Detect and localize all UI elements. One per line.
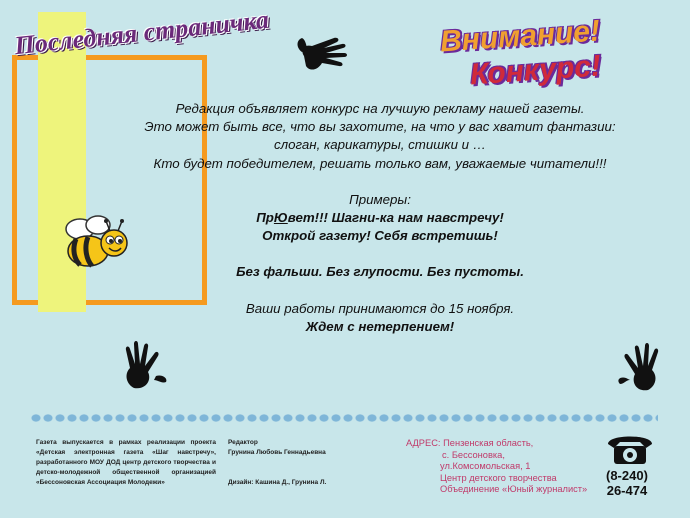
announcement-line: Это может быть все, что вы захотите, на что у вас хватит фантазии:: [144, 119, 616, 135]
handprint-icon: [118, 340, 174, 392]
address-line: ул.Комсомольская, 1: [440, 461, 531, 471]
phone-main: 26-474: [606, 483, 648, 498]
example-2: Открой газету! Себя встретишь!: [262, 228, 498, 244]
handprint-icon: [294, 28, 352, 76]
phone-code: (8-240): [606, 468, 648, 483]
deadline: Ваши работы принимаются до 15 ноября.: [245, 300, 515, 316]
telephone-icon: [604, 430, 656, 466]
address-line: с. Бессоновка,: [442, 449, 505, 460]
banner-attention: Внимание!: [439, 14, 602, 59]
announcement-line: Кто будет победителем, решать только вам, уважаемые читатели!!!: [153, 155, 607, 171]
example-1: [100, 209, 660, 227]
handprint-icon: [618, 340, 666, 394]
waiting: Ждем с нетерпением!: [305, 318, 455, 334]
examples-label: Примеры:: [349, 191, 411, 207]
address-line: АДРЕС: Пензенская область,: [406, 438, 534, 448]
design-credit: Дизайн: Кашина Д., Грунина Л.: [228, 479, 327, 486]
address-line: Центр детского творчества: [440, 472, 557, 483]
editor-label: Редактор: [228, 439, 258, 446]
address-line: Объединение «Юный журналист»: [440, 484, 588, 494]
slogan: Без фальши. Без глупости. Без пустоты.: [236, 264, 524, 280]
footer-credits: [228, 438, 358, 488]
banner-contest: Конкурс!: [468, 49, 602, 92]
phone-number: [606, 468, 648, 498]
page-title: Последняя страничка: [13, 4, 271, 61]
editor-name: Грунина Любовь Геннадьевна: [228, 449, 326, 456]
divider: [30, 412, 658, 424]
announcement-line: слоган, карикатуры, стишки и …: [273, 137, 487, 153]
example-1-part: Пр: [256, 210, 274, 226]
footer-info: Газета выпускается в рамках реализации проекта «Детская электронная газета «Шаг навстречу», разработанного МОУ ДОД центр детского творчества и детско-молодежной общественной организацией «Бессоновская Ассоциация Молодежи»: [36, 439, 216, 486]
example-1-underlined: Ю: [273, 210, 288, 226]
address: [406, 438, 587, 496]
announcement-text: [100, 100, 660, 336]
example-1-part: вет!!! Шагни-ка нам навстречу!: [287, 210, 504, 226]
announcement-line: Редакция объявляет конкурс на лучшую рекламу нашей газеты.: [175, 101, 585, 116]
